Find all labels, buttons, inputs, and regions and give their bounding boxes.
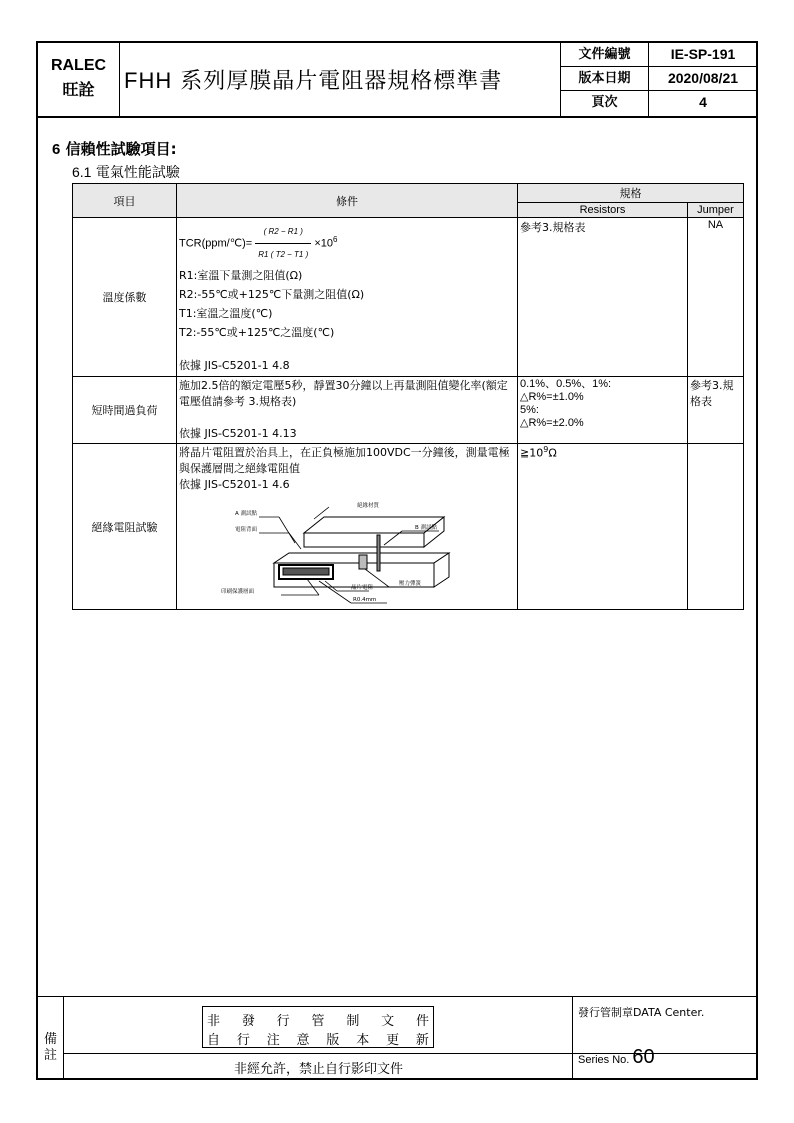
row-reference: 依據 JIS-C5201-1 4.13 (179, 427, 297, 440)
stamp-char: 制 (346, 1014, 360, 1029)
title-prefix: FHH (124, 68, 173, 93)
company-box (38, 43, 120, 116)
subsection-heading (72, 162, 180, 182)
meta-row-page (561, 91, 757, 116)
subsection-number: 6.1 (72, 164, 92, 180)
row-jumper: 參考3.規格表 (688, 377, 744, 444)
section-title: 信賴性試驗項目: (65, 140, 177, 158)
tcr-exponent: 6 (332, 234, 338, 244)
subsection-title: 電氣性能試驗 (95, 165, 180, 181)
stamp-char: 件 (415, 1014, 429, 1029)
series-value: 60 (632, 1046, 655, 1068)
diagram-label-print-layer: 印刷保護層面 (221, 589, 255, 595)
series-number (578, 1046, 655, 1069)
row-condition-text: 施加2.5倍的額定電壓5秒，靜置30分鐘以上再量測阻值變化率(額定電壓值請參考 3.規格表) (179, 379, 508, 408)
diagram-label-insulation: 絕緣材質 (357, 503, 380, 509)
stamp-line-2 (207, 1029, 429, 1048)
resistor-spec-line: △R%=±2.0% (520, 417, 584, 429)
stamp-char: 文 (381, 1014, 395, 1029)
row-resistors: 參考3.規格表 (518, 218, 688, 377)
meta-key: 頁次 (561, 91, 649, 116)
meta-key: 版本日期 (561, 67, 649, 90)
tcr-line: T1:室溫之溫度(℃) (179, 307, 273, 320)
remarks-label (38, 996, 64, 1078)
section-heading (52, 138, 177, 159)
diagram-label-point-b: B 測試點 (415, 525, 438, 531)
issuer-stamp-label: 發行管制章DATA Center. (578, 1006, 705, 1019)
row-item: 短時間過負荷 (73, 377, 177, 444)
stamp-char: 自 (207, 1033, 221, 1048)
test-table (72, 183, 744, 610)
row-condition (177, 444, 518, 610)
diagram-label-chip: 晶片電阻 (351, 585, 374, 591)
tcr-numerator: ( R2 − R1 ) (255, 221, 311, 244)
tcr-line: T2:-55℃或+125℃之溫度(℃) (179, 326, 335, 339)
row-reference: 依據 JIS-C5201-1 4.8 (179, 359, 290, 372)
copy-prohibition-notice: 非經允許，禁止自行影印文件 (233, 1062, 403, 1077)
stamp-char: 行 (276, 1014, 290, 1029)
tcr-fraction (255, 221, 311, 266)
meta-value: 4 (699, 94, 707, 110)
tcr-line: R1:室溫下量測之阻值(Ω) (179, 269, 303, 282)
meta-row-docno (561, 43, 757, 67)
header-item: 項目 (73, 184, 177, 218)
row-jumper (688, 444, 744, 610)
header-spec: 規格 (518, 184, 744, 203)
row-condition (177, 218, 518, 377)
header-resistors: Resistors (518, 203, 688, 218)
insulation-spec-unit: Ω (548, 446, 557, 460)
control-stamp (202, 1006, 434, 1048)
diagram-label-radius: R0.4mm (353, 597, 377, 603)
section-number: 6 (52, 141, 61, 158)
stamp-char: 非 (207, 1014, 221, 1029)
insulation-spec-exponent: 9 (543, 445, 549, 454)
row-resistors (518, 444, 688, 610)
row-reference: 依據 JIS-C5201-1 4.6 (179, 478, 290, 491)
diagram-label-spring: 壓力彈簧 (399, 581, 422, 587)
header-condition: 條件 (177, 184, 518, 218)
stamp-char: 意 (296, 1033, 310, 1048)
row-resistors (518, 377, 688, 444)
resistor-spec-line: 5%: (520, 404, 539, 416)
document-meta (560, 43, 756, 116)
diagram-label-resistor-back: 電阻背面 (235, 527, 258, 533)
row-item: 絕緣電阻試驗 (73, 444, 177, 610)
table-row (73, 377, 744, 444)
remarks-label-1: 備 (43, 1032, 57, 1047)
stamp-char: 注 (266, 1033, 280, 1048)
meta-key: 文件編號 (561, 43, 649, 66)
resistor-spec-line: △R%=±1.0% (520, 391, 584, 403)
header-jumper: Jumper (688, 203, 744, 218)
stamp-char: 發 (241, 1014, 255, 1029)
meta-value: 2020/08/21 (667, 70, 739, 86)
tcr-denominator: R1 ( T2 − T1 ) (258, 250, 309, 259)
table-row (73, 218, 744, 377)
meta-row-date (561, 67, 757, 91)
title-rest: 系列厚膜晶片電阻器規格標準書 (180, 69, 503, 94)
remarks-label-2: 註 (43, 1048, 57, 1063)
company-name-en: RALEC (50, 57, 107, 74)
series-label: Series No. (578, 1054, 630, 1066)
header-divider (38, 116, 756, 118)
stamp-char: 管 (311, 1014, 325, 1029)
tcr-multiplier: ×10 (314, 237, 333, 250)
table-row (73, 444, 744, 610)
insulation-test-diagram (219, 495, 479, 605)
stamp-char: 版 (326, 1033, 340, 1048)
stamp-char: 行 (236, 1033, 250, 1048)
tcr-prefix: TCR(ppm/℃)= (179, 237, 253, 250)
row-jumper: NA (688, 218, 744, 377)
tcr-formula (179, 221, 515, 266)
stamp-char: 新 (415, 1033, 429, 1048)
document-title (124, 64, 502, 95)
diagram-label-point-a: A 測試點 (235, 511, 258, 517)
meta-value: IE-SP-191 (670, 46, 736, 62)
company-name-zh: 旺詮 (62, 80, 95, 99)
tcr-line: R2:-55℃或+125℃下量測之阻值(Ω) (179, 288, 365, 301)
stamp-line-1 (207, 1010, 429, 1029)
stamp-char: 更 (386, 1033, 400, 1048)
resistor-spec-line: 0.1%、0.5%、1%: (520, 378, 612, 390)
row-condition (177, 377, 518, 444)
row-condition-text: 將晶片電阻置於治具上，在正負極施加100VDC一分鐘後，測量電極與保護層間之絕緣電阻值 (179, 446, 510, 475)
row-item: 溫度係數 (73, 218, 177, 377)
stamp-char: 本 (356, 1033, 370, 1048)
insulation-spec: ≧10 (520, 446, 544, 460)
